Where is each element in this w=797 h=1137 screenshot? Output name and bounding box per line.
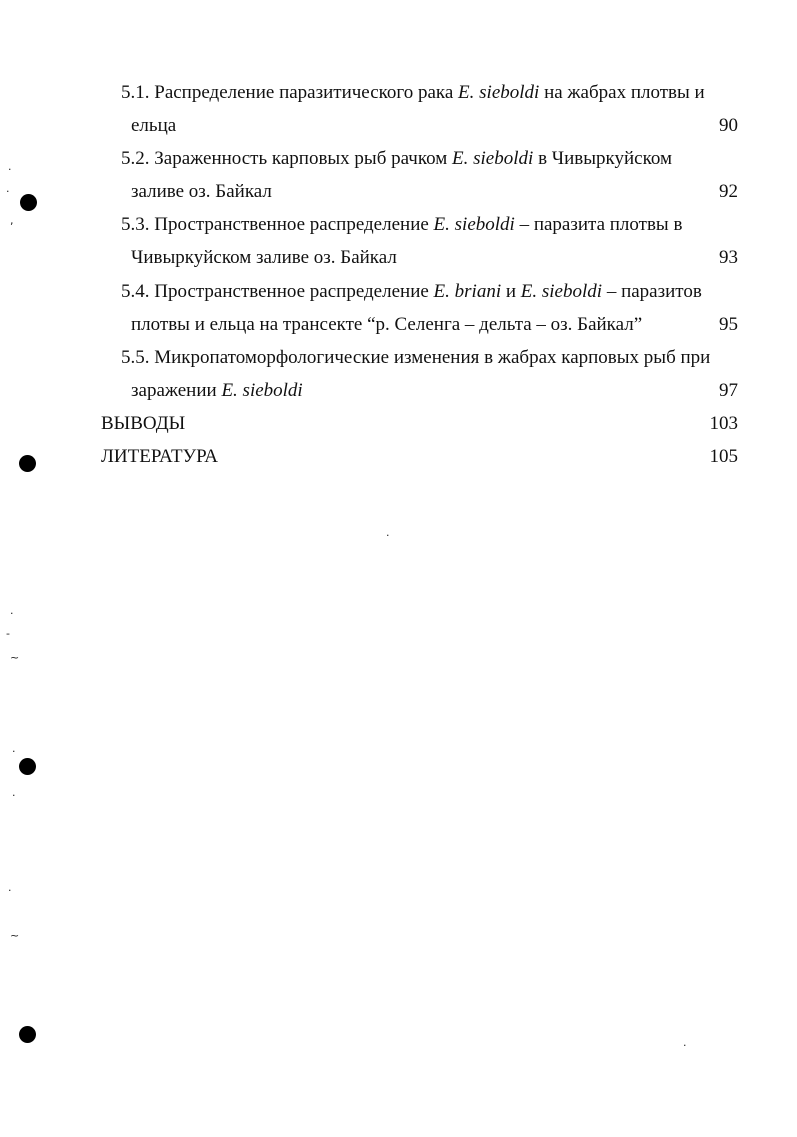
page-number: 97 [719, 380, 738, 401]
scan-speck: - [6, 627, 10, 640]
scan-speck: · [386, 529, 390, 542]
toc-entry-5-2-line-2: заливе оз. Байкал 92 [0, 179, 797, 205]
page-number: 93 [719, 247, 738, 268]
scan-speck: · [12, 745, 16, 758]
scan-speck: · [6, 185, 10, 198]
toc-entry-5-1-line-1: 5.1. Распределение паразитического рака E. sieboldi на жабрах плотвы и [121, 82, 705, 103]
toc-entry-5-5-line-1: 5.5. Микропатоморфологические изменения в жабрах карповых рыб при [121, 347, 711, 368]
section-title: ЛИТЕРАТУРА [101, 446, 218, 467]
page-number: 90 [719, 115, 738, 136]
punch-hole [20, 194, 37, 211]
toc-section-conclusions [0, 411, 797, 437]
toc-section-literature [0, 444, 797, 470]
scan-speck: · [8, 163, 12, 176]
page-number: 103 [709, 413, 738, 434]
punch-hole [19, 758, 36, 775]
section-title: ВЫВОДЫ [101, 413, 186, 434]
toc-entry-5-3-line-2: Чивыркуйском заливе оз. Байкал 93 [0, 245, 797, 271]
scan-speck: ~ [10, 929, 20, 942]
scan-speck: · [683, 1039, 687, 1052]
toc-entry-5-4-line-2: плотвы и ельца на трансекте “р. Селенга – дельта – оз. Байкал” 95 [0, 312, 797, 338]
scan-speck: , [10, 214, 14, 227]
page-number: 92 [719, 181, 738, 202]
toc-entry-5-2-line-1: 5.2. Зараженность карповых рыб рачком E. sieboldi в Чивыркуйском [121, 148, 673, 169]
scan-speck: · [8, 884, 12, 897]
scan-speck: ~ [10, 651, 20, 664]
toc-entry-5-1-line-2: ельца 90 [0, 113, 797, 139]
page-number: 105 [709, 446, 738, 467]
toc-entry-5-5-line-2: заражении E. sieboldi 97 [0, 378, 797, 404]
scan-speck: · [10, 607, 14, 620]
page-number: 95 [719, 314, 738, 335]
punch-hole [19, 455, 36, 472]
punch-hole [19, 1026, 36, 1043]
toc-entry-5-3-line-1: 5.3. Пространственное распределение E. sieboldi – паразита плотвы в [121, 214, 683, 235]
scan-speck: · [12, 789, 16, 802]
toc-entry-5-4-line-1: 5.4. Пространственное распределение E. briani и E. sieboldi – паразитов [121, 281, 702, 302]
